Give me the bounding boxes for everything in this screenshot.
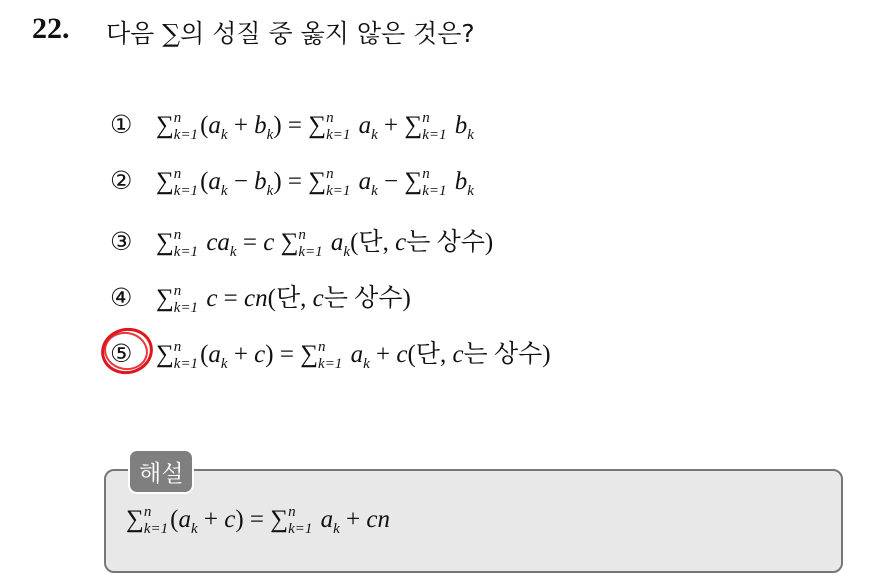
option-3-dan: 단 xyxy=(358,227,383,256)
option-4-dan: 단 xyxy=(275,283,301,312)
option-4[interactable] xyxy=(110,278,411,316)
solution-formula: ∑ n k=1 $(a_k + c)$ = ∑ n k=1 $a_k$ + cn xyxy=(126,504,390,538)
option-3-sangsu: 상수 xyxy=(436,227,485,256)
option-4-sangsu: 상수 xyxy=(354,283,403,312)
option-5-formula: ∑ n k=1 $(a_k + c)$ = ∑ n k=1 $a_k + c$(단, c는 상수) xyxy=(155,339,551,373)
option-3[interactable] xyxy=(110,222,493,261)
question-text-after: 의 성질 중 옳지 않은 것은? xyxy=(180,19,475,48)
option-5[interactable] xyxy=(110,334,551,373)
solution-tag: 해설 xyxy=(128,449,194,494)
option-1-formula: ∑ n k=1 $(a_k + b_k)$ = ∑ n k=1 $a_k$ + ∑ n k=1 $b_k$ xyxy=(155,110,474,144)
option-4-neun: 는 xyxy=(323,283,348,312)
option-2-number: ② xyxy=(110,166,133,195)
option-1[interactable] xyxy=(110,110,474,144)
option-3-formula: ∑ n k=1 $ca_k = c$ ∑ n k=1 $a_k$(단, c는 상수) xyxy=(155,227,494,261)
option-3-neun: 는 xyxy=(406,227,431,256)
option-5-neun: 는 xyxy=(463,339,488,368)
option-2-formula: ∑ n k=1 $(a_k - b_k)$ = ∑ n k=1 $a_k$ − ∑ n k=1 $b_k$ xyxy=(155,166,474,200)
sigma-symbol: ∑ xyxy=(162,19,181,48)
option-4-number: ④ xyxy=(110,283,133,312)
option-5-number: ⑤ xyxy=(110,339,133,368)
option-5-dan: 단 xyxy=(415,339,440,368)
question-text-before: 다음 xyxy=(106,19,155,48)
option-1-number: ① xyxy=(110,110,133,139)
option-3-number: ③ xyxy=(110,227,133,256)
question-text xyxy=(106,14,475,50)
option-4-formula: ∑ n k=1 c = cn(단, c는 상수) xyxy=(155,283,411,317)
question-number: 22. xyxy=(32,12,70,45)
option-5-sangsu: 상수 xyxy=(493,339,543,368)
option-2[interactable] xyxy=(110,166,474,200)
